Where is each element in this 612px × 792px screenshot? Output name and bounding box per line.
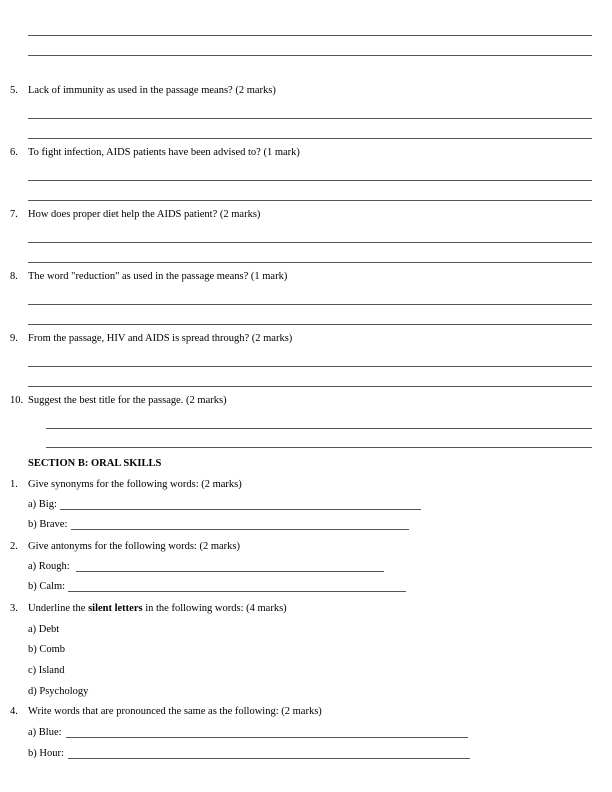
item-label: b) Calm:	[28, 581, 66, 592]
item-label: b) Brave:	[28, 519, 68, 530]
answer-blank[interactable]	[66, 737, 468, 738]
word-item: c) Island	[28, 665, 65, 676]
question-text: Give synonyms for the following words: (2 marks)	[28, 479, 242, 490]
answer-line[interactable]	[28, 366, 592, 367]
text-part: Underline the	[28, 603, 89, 614]
answer-blank[interactable]	[76, 571, 384, 572]
answer-line[interactable]	[28, 242, 592, 243]
text-part: in the following words: (4 marks)	[142, 603, 287, 614]
answer-item	[28, 518, 67, 531]
answer-blank[interactable]	[68, 758, 470, 759]
question-text: Suggest the best title for the passage. (2 marks)	[28, 395, 227, 406]
question-number: 9.	[10, 333, 18, 344]
question-number: 3.	[10, 603, 18, 614]
answer-line[interactable]	[28, 118, 592, 119]
question-number: 2.	[10, 541, 18, 552]
answer-line[interactable]	[28, 180, 592, 181]
question-text: Give antonyms for the following words: (2 marks)	[28, 541, 241, 552]
word-item: d) Psychology	[28, 686, 89, 697]
question-number: 4.	[10, 706, 18, 717]
question-text: Write words that are pronounced the same as the following: (2 marks)	[28, 706, 322, 717]
answer-line[interactable]	[28, 324, 592, 325]
item-label: a) Big:	[28, 499, 57, 510]
answer-line[interactable]	[28, 304, 592, 305]
answer-line[interactable]	[28, 138, 592, 139]
answer-line[interactable]	[28, 386, 592, 387]
answer-item	[28, 560, 70, 573]
question-number: 1.	[10, 479, 18, 490]
question-text: Lack of immunity as used in the passage means? (2 marks)	[28, 85, 276, 96]
emphasis-text: silent letters	[88, 603, 143, 614]
question-number: 5.	[10, 85, 18, 96]
question-number: 8.	[10, 271, 18, 282]
word-item: b) Comb	[28, 644, 66, 655]
question-text: How does proper diet help the AIDS patient? (2 marks)	[28, 209, 261, 220]
section-heading: SECTION B: ORAL SKILLS	[28, 458, 162, 469]
answer-line[interactable]	[46, 428, 592, 429]
word-item: a) Debt	[28, 624, 60, 635]
item-label: b) Hour:	[28, 748, 64, 759]
question-text	[28, 602, 287, 615]
answer-item	[28, 498, 57, 511]
item-label: a) Rough:	[28, 561, 70, 572]
question-number: 6.	[10, 147, 18, 158]
answer-line[interactable]	[28, 35, 592, 36]
question-text: To fight infection, AIDS patients have been advised to? (1 mark)	[28, 147, 300, 158]
answer-line[interactable]	[28, 55, 592, 56]
answer-line[interactable]	[28, 262, 592, 263]
question-number: 7.	[10, 209, 18, 220]
answer-item	[28, 726, 62, 739]
answer-blank[interactable]	[60, 509, 421, 510]
answer-blank[interactable]	[71, 529, 409, 530]
answer-blank[interactable]	[68, 591, 406, 592]
answer-item	[28, 747, 64, 760]
question-text: The word "reduction" as used in the passage means? (1 mark)	[28, 271, 288, 282]
item-label: a) Blue:	[28, 727, 62, 738]
question-text: From the passage, HIV and AIDS is spread through? (2 marks)	[28, 333, 293, 344]
answer-line[interactable]	[28, 200, 592, 201]
answer-line[interactable]	[46, 447, 592, 448]
question-number: 10.	[10, 395, 24, 406]
answer-item	[28, 580, 65, 593]
